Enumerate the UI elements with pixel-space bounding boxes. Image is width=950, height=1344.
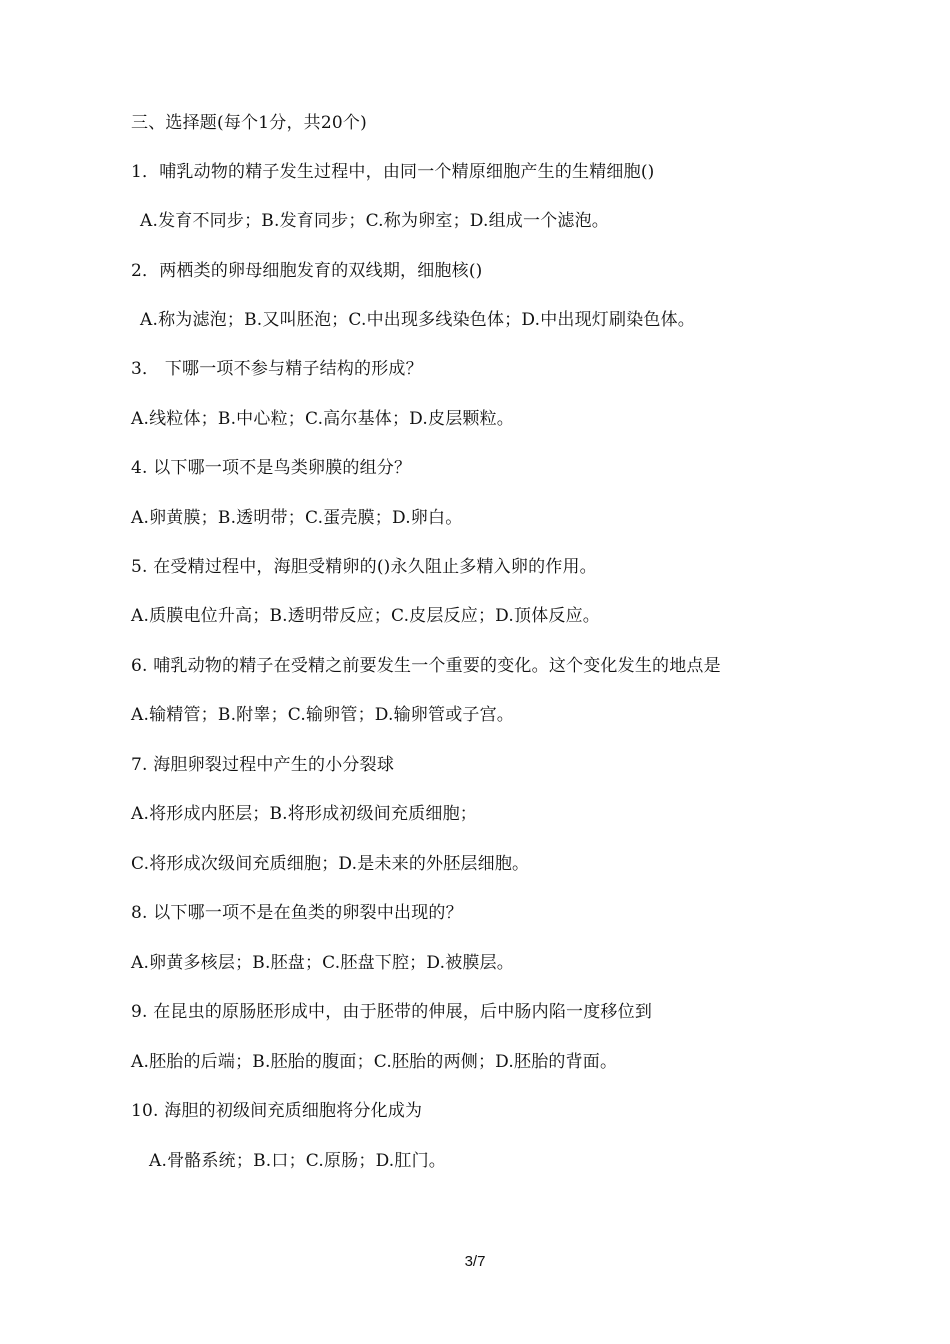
question-7-options-line-2: C.将形成次级间充质细胞；D.是未来的外胚层细胞。 xyxy=(131,854,530,874)
question-5-options: A.质膜电位升高；B.透明带反应；C.皮层反应；D.顶体反应。 xyxy=(131,606,601,626)
question-6-options: A.输精管；B.附睾；C.输卵管；D.输卵管或子宫。 xyxy=(131,705,515,725)
question-5-stem: 5. 在受精过程中，海胆受精卵的()永久阻止多精入卵的作用。 xyxy=(131,557,597,577)
page-number: 3/7 xyxy=(464,1253,486,1270)
question-4-options: A.卵黄膜；B.透明带；C.蛋壳膜；D.卵白。 xyxy=(131,508,463,528)
question-3-options: A.线粒体；B.中心粒；C.高尔基体；D.皮层颗粒。 xyxy=(131,409,515,429)
question-9-options: A.胚胎的后端；B.胚胎的腹面；C.胚胎的两侧；D.胚胎的背面。 xyxy=(131,1052,618,1072)
question-10-options: A.骨骼系统；B.口；C.原肠；D.肛门。 xyxy=(149,1151,447,1171)
question-7-options-line-1: A.将形成内胚层；B.将形成初级间充质细胞； xyxy=(131,804,477,824)
section-title: 三、选择题(每个1分，共20个) xyxy=(131,113,367,133)
question-4-stem: 4. 以下哪一项不是鸟类卵膜的组分？ xyxy=(131,458,412,478)
question-3-stem: 3． 下哪一项不参与精子结构的形成？ xyxy=(131,359,423,379)
question-1-options: A.发育不同步；B.发育同步；C.称为卵室；D.组成一个滤泡。 xyxy=(140,211,610,231)
question-8-stem: 8. 以下哪一项不是在鱼类的卵裂中出现的？ xyxy=(131,903,463,923)
question-2-stem: 2．两栖类的卵母细胞发育的双线期，细胞核() xyxy=(131,261,483,281)
question-1-stem: 1．哺乳动物的精子发生过程中，由同一个精原细胞产生的生精细胞() xyxy=(131,162,655,182)
question-2-options: A.称为滤泡；B.又叫胚泡；C.中出现多线染色体；D.中出现灯刷染色体。 xyxy=(140,310,696,330)
question-10-stem: 10. 海胆的初级间充质细胞将分化成为 xyxy=(131,1101,423,1121)
question-8-options: A.卵黄多核层；B.胚盘；C.胚盘下腔；D.被膜层。 xyxy=(131,953,515,973)
question-7-stem: 7. 海胆卵裂过程中产生的小分裂球 xyxy=(131,755,395,775)
question-9-stem: 9. 在昆虫的原肠胚形成中，由于胚带的伸展，后中肠内陷一度移位到 xyxy=(131,1002,653,1022)
question-6-stem: 6. 哺乳动物的精子在受精之前要发生一个重要的变化。这个变化发生的地点是 xyxy=(131,656,721,676)
